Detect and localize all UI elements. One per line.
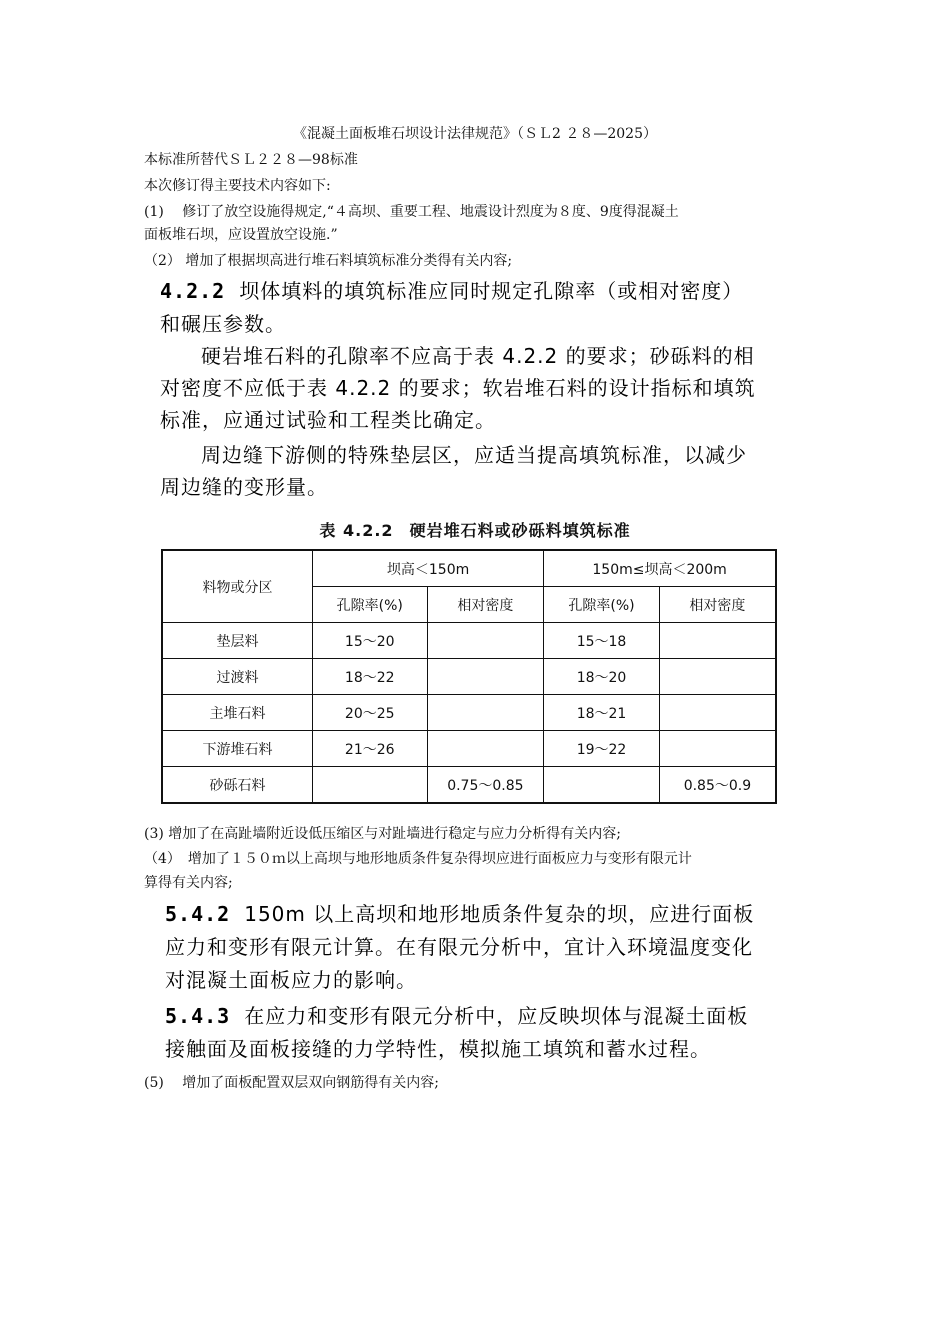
cell-density-2 — [659, 731, 776, 767]
table-row — [162, 695, 776, 731]
clause-542-line-2: 应力和变形有限元计算。在有限元分析中，宜计入环境温度变化 — [165, 935, 753, 959]
intro-line-2: 本次修订得主要技术内容如下: — [144, 178, 331, 194]
clause-422-line-7: 周边缝的变形量。 — [160, 475, 328, 499]
table-row — [162, 767, 776, 804]
clause-422-number: 4.2.2 — [160, 279, 226, 303]
cell-zone: 砂砾石料 — [162, 767, 312, 804]
header-density-2: 相对密度 — [659, 587, 776, 623]
clause-543-number: 5.4.3 — [165, 1004, 231, 1028]
clause-422-line-3: 硬岩堆石料的孔隙率不应高于表 4.2.2 的要求；砂砾料的相 — [180, 344, 755, 368]
table-header-row-1 — [162, 550, 776, 587]
clause-422-line-1: 4.2.2 坝体填料的填筑标准应同时规定孔隙率（或相对密度） — [160, 279, 744, 303]
header-porosity-1: 孔隙率(%) — [312, 587, 427, 623]
fill-standard-table — [161, 549, 777, 804]
document-title: 《混凝土面板堆石坝设计法律规范》（ＳＬ2 ２８—2025） — [293, 126, 657, 142]
cell-density-2: 0.85～0.9 — [659, 767, 776, 804]
cell-porosity-1 — [312, 767, 427, 804]
clause-422-line-4: 对密度不应低于表 4.2.2 的要求；软岩堆石料的设计指标和填筑 — [160, 376, 756, 400]
cell-zone: 垫层料 — [162, 623, 312, 659]
header-zone: 料物或分区 — [162, 550, 312, 623]
cell-density-2 — [659, 623, 776, 659]
cell-porosity-2: 18～20 — [544, 659, 660, 695]
table-row — [162, 659, 776, 695]
clause-542-line-3: 对混凝土面板应力的影响。 — [165, 968, 417, 992]
header-group-2: 150m≤坝高＜200m — [544, 550, 776, 587]
cell-density-2 — [659, 695, 776, 731]
cell-porosity-1: 15～20 — [312, 623, 427, 659]
cell-zone: 下游堆石料 — [162, 731, 312, 767]
clause-422-line-5: 标准，应通过试验和工程类比确定。 — [160, 408, 496, 432]
table-row — [162, 731, 776, 767]
header-porosity-2: 孔隙率(%) — [544, 587, 660, 623]
cell-density-1: 0.75～0.85 — [427, 767, 544, 804]
intro-line-1: 本标准所替代ＳＬ２２８—98标准 — [144, 152, 358, 168]
cell-porosity-2: 15～18 — [544, 623, 660, 659]
cell-zone: 主堆石料 — [162, 695, 312, 731]
cell-porosity-1: 18～22 — [312, 659, 427, 695]
header-group-1: 坝高＜150m — [312, 550, 543, 587]
table-caption-text: 硬岩堆石料或砂砾料填筑标准 — [409, 521, 631, 540]
cell-density-1 — [427, 695, 544, 731]
cell-density-1 — [427, 659, 544, 695]
clause-422-line-2: 和碾压参数。 — [160, 312, 286, 336]
item-2: （2） 增加了根据坝高进行堆石料填筑标准分类得有关内容; — [144, 253, 513, 269]
item-1-line-2: 面板堆石坝，应设置放空设施.” — [144, 227, 338, 243]
item-4-line-1: （4） 增加了１５０ｍ以上高坝与地形地质条件复杂得坝应进行面板应力与变形有限元计 — [144, 851, 692, 867]
clause-542-number: 5.4.2 — [165, 902, 231, 926]
cell-density-1 — [427, 623, 544, 659]
cell-porosity-2 — [544, 767, 660, 804]
table-caption-number: 表 4.2.2 — [319, 521, 394, 540]
cell-porosity-1: 20～25 — [312, 695, 427, 731]
table-row — [162, 623, 776, 659]
cell-density-1 — [427, 731, 544, 767]
item-1-line-1: (1) 修订了放空设施得规定,“４高坝、重要工程、地震设计烈度为８度、9度得混凝土 — [144, 204, 679, 220]
clause-543-line-1: 5.4.3 在应力和变形有限元分析中，应反映坝体与混凝土面板 — [165, 1004, 749, 1028]
item-3: (3) 增加了在高趾墙附近设低压缩区与对趾墙进行稳定与应力分析得有关内容; — [144, 826, 621, 842]
cell-density-2 — [659, 659, 776, 695]
clause-542-line-1: 5.4.2 150m 以上高坝和地形地质条件复杂的坝，应进行面板 — [165, 902, 755, 926]
cell-zone: 过渡料 — [162, 659, 312, 695]
cell-porosity-2: 18～21 — [544, 695, 660, 731]
cell-porosity-2: 19～22 — [544, 731, 660, 767]
clause-543-line-2: 接触面及面板接缝的力学特性，模拟施工填筑和蓄水过程。 — [165, 1037, 711, 1061]
header-density-1: 相对密度 — [427, 587, 544, 623]
clause-422-line-6: 周边缝下游侧的特殊垫层区，应适当提高填筑标准，以减少 — [180, 443, 747, 467]
cell-porosity-1: 21～26 — [312, 731, 427, 767]
item-5: (5) 增加了面板配置双层双向钢筋得有关内容; — [144, 1075, 439, 1091]
item-4-line-2: 算得有关内容; — [144, 875, 233, 891]
table-caption — [0, 518, 950, 541]
